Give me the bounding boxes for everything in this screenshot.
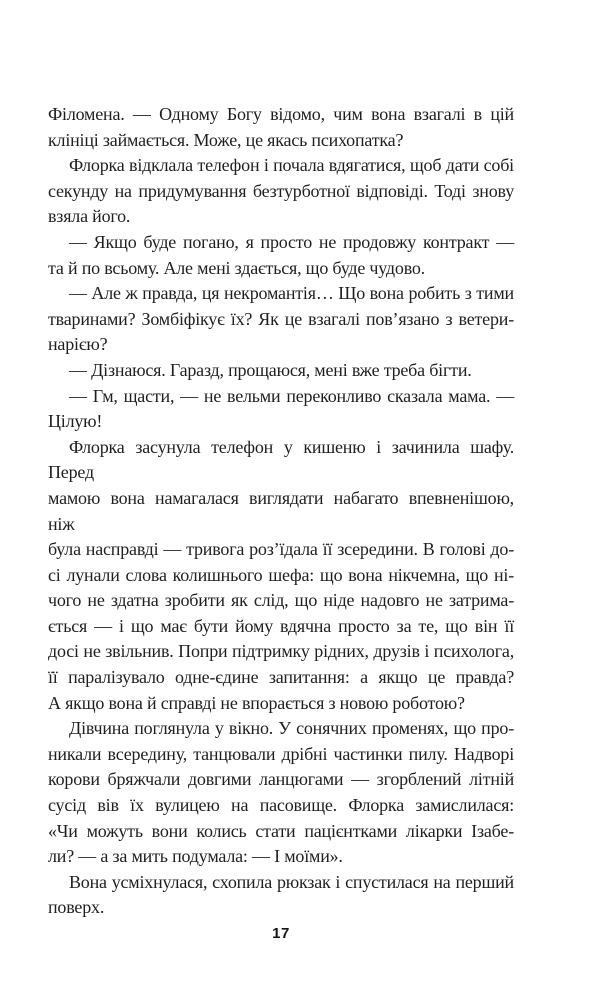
text-line: ється — і що має бути йому вдячна просто за те, що він її: [48, 615, 514, 636]
paragraph: [48, 716, 514, 870]
text-line: мамою вона намагалася виглядати набагато впевненішою, ніж: [48, 487, 514, 534]
text-line: секунду на придумування безтурботної відповіді. Тоді знову: [48, 180, 514, 201]
text-line: — Дізнаюся. Гаразд, прощаюся, мені вже треба бігти.: [69, 359, 472, 380]
text-line: чого не здатна зробити як слід, що ніде надовго не затрима-: [48, 590, 514, 611]
text-line: поверх.: [48, 897, 105, 918]
text-line: корови бряжчали довгими ланцюгами — згорблений літній: [48, 769, 514, 790]
paragraph: [48, 153, 514, 230]
text-line: А якщо вона й справді не впорається з новою роботою?: [48, 692, 465, 713]
text-line: нарією?: [48, 334, 108, 355]
paragraph: [48, 435, 514, 717]
text-line: Філомена. — Одному Богу відомо, чим вона взагалі в цій: [48, 104, 514, 124]
text-line: тваринами? Зомбіфікує їх? Як це взагалі пов’язано з ветери-: [48, 308, 514, 329]
text-block: [48, 102, 514, 921]
text-line: Флорка засунула телефон у кишеню і зачинила шафу. Перед: [48, 436, 514, 483]
text-line: та й по всьому. Але мені здається, що буде чудово.: [48, 257, 425, 278]
text-line: никали всередину, танцювали дрібні частинки пилу. Надворі: [48, 743, 514, 764]
text-line: — Якщо буде погано, я просто не продовжу контракт —: [69, 231, 514, 252]
text-line: — Але ж правда, ця некромантія… Що вона робить з тими: [69, 283, 514, 304]
text-line: сі лунали слова колишнього шефа: що вона нікчемна, що ні-: [48, 564, 514, 585]
text-line: Цілую!: [48, 411, 103, 432]
page-number: 17: [272, 925, 290, 942]
paragraph: [48, 281, 514, 358]
text-line: була насправді — тривога роз’їдала її зсередини. В голові до-: [48, 539, 514, 560]
text-line: ли? — а за мить подумала: — І моїми».: [48, 846, 343, 867]
text-line: клініці займається. Може, це якась психопатка?: [48, 129, 404, 150]
text-line: її паралізувало одне-єдине запитання: а якщо це правда?: [48, 667, 514, 688]
paragraph: [48, 384, 514, 435]
text-line: досі не звільнив. Попри підтримку рідних, друзів і психолога,: [48, 641, 514, 662]
paragraph: [48, 230, 514, 281]
text-line: «Чи можуть вони колись стати пацієнтками лікарки Ізабе-: [48, 820, 514, 841]
text-line: — Гм, щасти, — не вельми переконливо сказала мама. —: [69, 385, 514, 406]
text-line: Вона усміхнулася, схопила рюкзак і спустилася на перший: [69, 871, 514, 892]
paragraph: [48, 358, 514, 384]
paragraph: [48, 102, 514, 153]
text-line: взяла його.: [48, 206, 131, 227]
text-line: сусід вів їх вулицею на пасовище. Флорка замислилася:: [48, 795, 514, 816]
text-line: Флорка відклала телефон і почала вдягатися, щоб дати собі: [69, 155, 514, 176]
paragraph: [48, 870, 514, 921]
text-line: Дівчина поглянула у вікно. У сонячних променях, що про-: [69, 718, 514, 739]
